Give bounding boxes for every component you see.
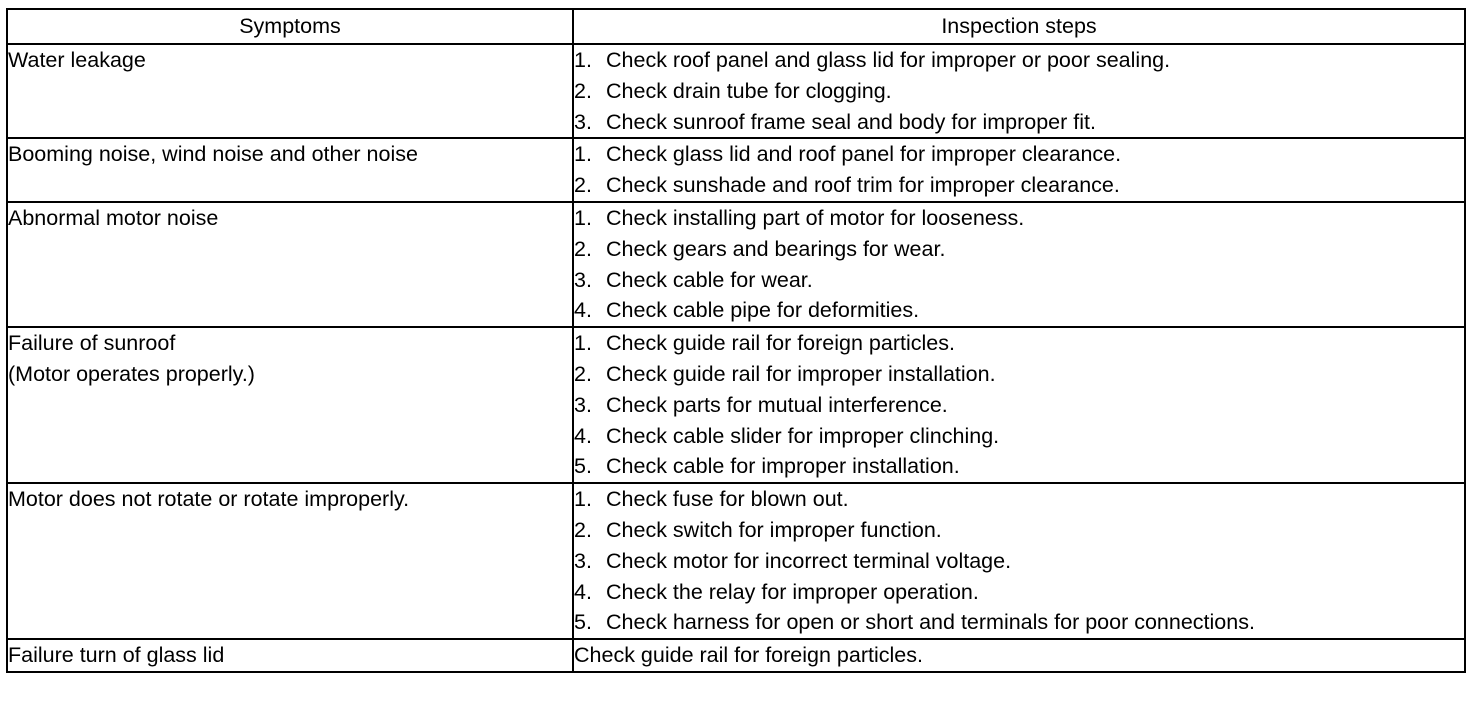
step-number: 2. — [574, 517, 592, 542]
step-text: Check roof panel and glass lid for improper or poor sealing. — [606, 48, 1171, 72]
symptoms-column-header: Symptoms — [7, 9, 573, 44]
symptom-cell — [7, 202, 573, 327]
step-number: 4. — [574, 423, 592, 448]
inspection-step — [574, 328, 1464, 359]
step-number: 1. — [574, 487, 592, 512]
step-number: 1. — [574, 331, 592, 356]
step-number: 5. — [574, 610, 592, 635]
symptom-cell — [7, 44, 573, 138]
step-text: Check switch for improper function. — [606, 517, 942, 542]
step-text: Check gears and bearings for wear. — [606, 236, 946, 261]
inspection-cell — [573, 44, 1465, 138]
symptom-text: (Motor operates properly.) — [8, 361, 255, 386]
step-number: 1. — [574, 142, 592, 167]
symptom-text: Water leakage — [8, 48, 146, 72]
table-row — [7, 327, 1465, 483]
inspection-step — [574, 515, 1464, 546]
step-number: 1. — [574, 48, 592, 72]
symptom-text: Abnormal motor noise — [8, 205, 219, 230]
step-text: Check cable for wear. — [606, 267, 813, 292]
step-text: Check cable slider for improper clinching. — [606, 423, 1000, 448]
inspection-step — [574, 203, 1464, 234]
inspection-step — [574, 421, 1464, 452]
step-text: Check cable pipe for deformities. — [606, 298, 920, 323]
inspection-step — [574, 359, 1464, 390]
inspection-steps-column-header: Inspection steps — [573, 9, 1465, 44]
inspection-step — [574, 107, 1464, 138]
step-number: 3. — [574, 392, 592, 417]
step-text: Check glass lid and roof panel for improper clearance. — [606, 142, 1122, 167]
inspection-step — [574, 390, 1464, 421]
step-number: 5. — [574, 454, 592, 479]
step-text: Check drain tube for clogging. — [606, 78, 892, 103]
table-row — [7, 202, 1465, 327]
symptom-text: Motor does not rotate or rotate improperly. — [8, 487, 410, 512]
step-number: 2. — [574, 78, 592, 103]
step-text: Check sunroof frame seal and body for improper fit. — [606, 109, 1096, 134]
step-number: 3. — [574, 267, 592, 292]
inspection-cell — [573, 202, 1465, 327]
inspection-cell — [573, 639, 1465, 672]
step-text: Check fuse for blown out. — [606, 487, 849, 512]
inspection-step — [574, 451, 1464, 482]
inspection-step — [574, 265, 1464, 296]
step-text: Check harness for open or short and terminals for poor connections. — [606, 610, 1255, 635]
symptom-text: Failure of sunroof — [8, 331, 176, 356]
table-header-row — [7, 9, 1465, 44]
step-text: Check guide rail for foreign particles. — [606, 331, 955, 356]
symptom-cell — [7, 327, 573, 483]
step-number: 3. — [574, 548, 592, 573]
step-text: Check installing part of motor for looseness. — [606, 205, 1025, 230]
table-row — [7, 483, 1465, 639]
inspection-step — [574, 295, 1464, 326]
step-number: 2. — [574, 361, 592, 386]
symptom-text: Booming noise, wind noise and other noise — [8, 142, 418, 167]
step-text: Check cable for improper installation. — [606, 454, 960, 479]
symptom-text: Failure turn of glass lid — [8, 643, 225, 668]
step-text: Check guide rail for foreign particles. — [574, 643, 923, 668]
table-row — [7, 138, 1465, 202]
step-number: 3. — [574, 109, 592, 134]
inspection-step — [574, 170, 1464, 201]
table-row — [7, 44, 1465, 138]
inspection-step — [574, 640, 1464, 671]
inspection-step — [574, 577, 1464, 608]
step-text: Check guide rail for improper installation. — [606, 361, 996, 386]
inspection-cell — [573, 327, 1465, 483]
inspection-step — [574, 484, 1464, 515]
step-text: Check sunshade and roof trim for improper clearance. — [606, 173, 1120, 198]
inspection-cell — [573, 138, 1465, 202]
symptom-cell — [7, 483, 573, 639]
troubleshooting-table — [6, 8, 1466, 673]
step-text: Check motor for incorrect terminal voltage. — [606, 548, 1012, 573]
inspection-step — [574, 139, 1464, 170]
inspection-cell — [573, 483, 1465, 639]
inspection-step — [574, 45, 1464, 76]
step-number: 1. — [574, 205, 592, 230]
step-number: 4. — [574, 579, 592, 604]
step-number: 2. — [574, 236, 592, 261]
step-number: 2. — [574, 173, 592, 198]
symptom-cell — [7, 138, 573, 202]
step-text: Check the relay for improper operation. — [606, 579, 979, 604]
inspection-step — [574, 234, 1464, 265]
inspection-step — [574, 607, 1464, 638]
inspection-step — [574, 76, 1464, 107]
step-number: 4. — [574, 298, 592, 323]
step-text: Check parts for mutual interference. — [606, 392, 948, 417]
inspection-step — [574, 546, 1464, 577]
table-row — [7, 639, 1465, 672]
symptom-cell — [7, 639, 573, 672]
